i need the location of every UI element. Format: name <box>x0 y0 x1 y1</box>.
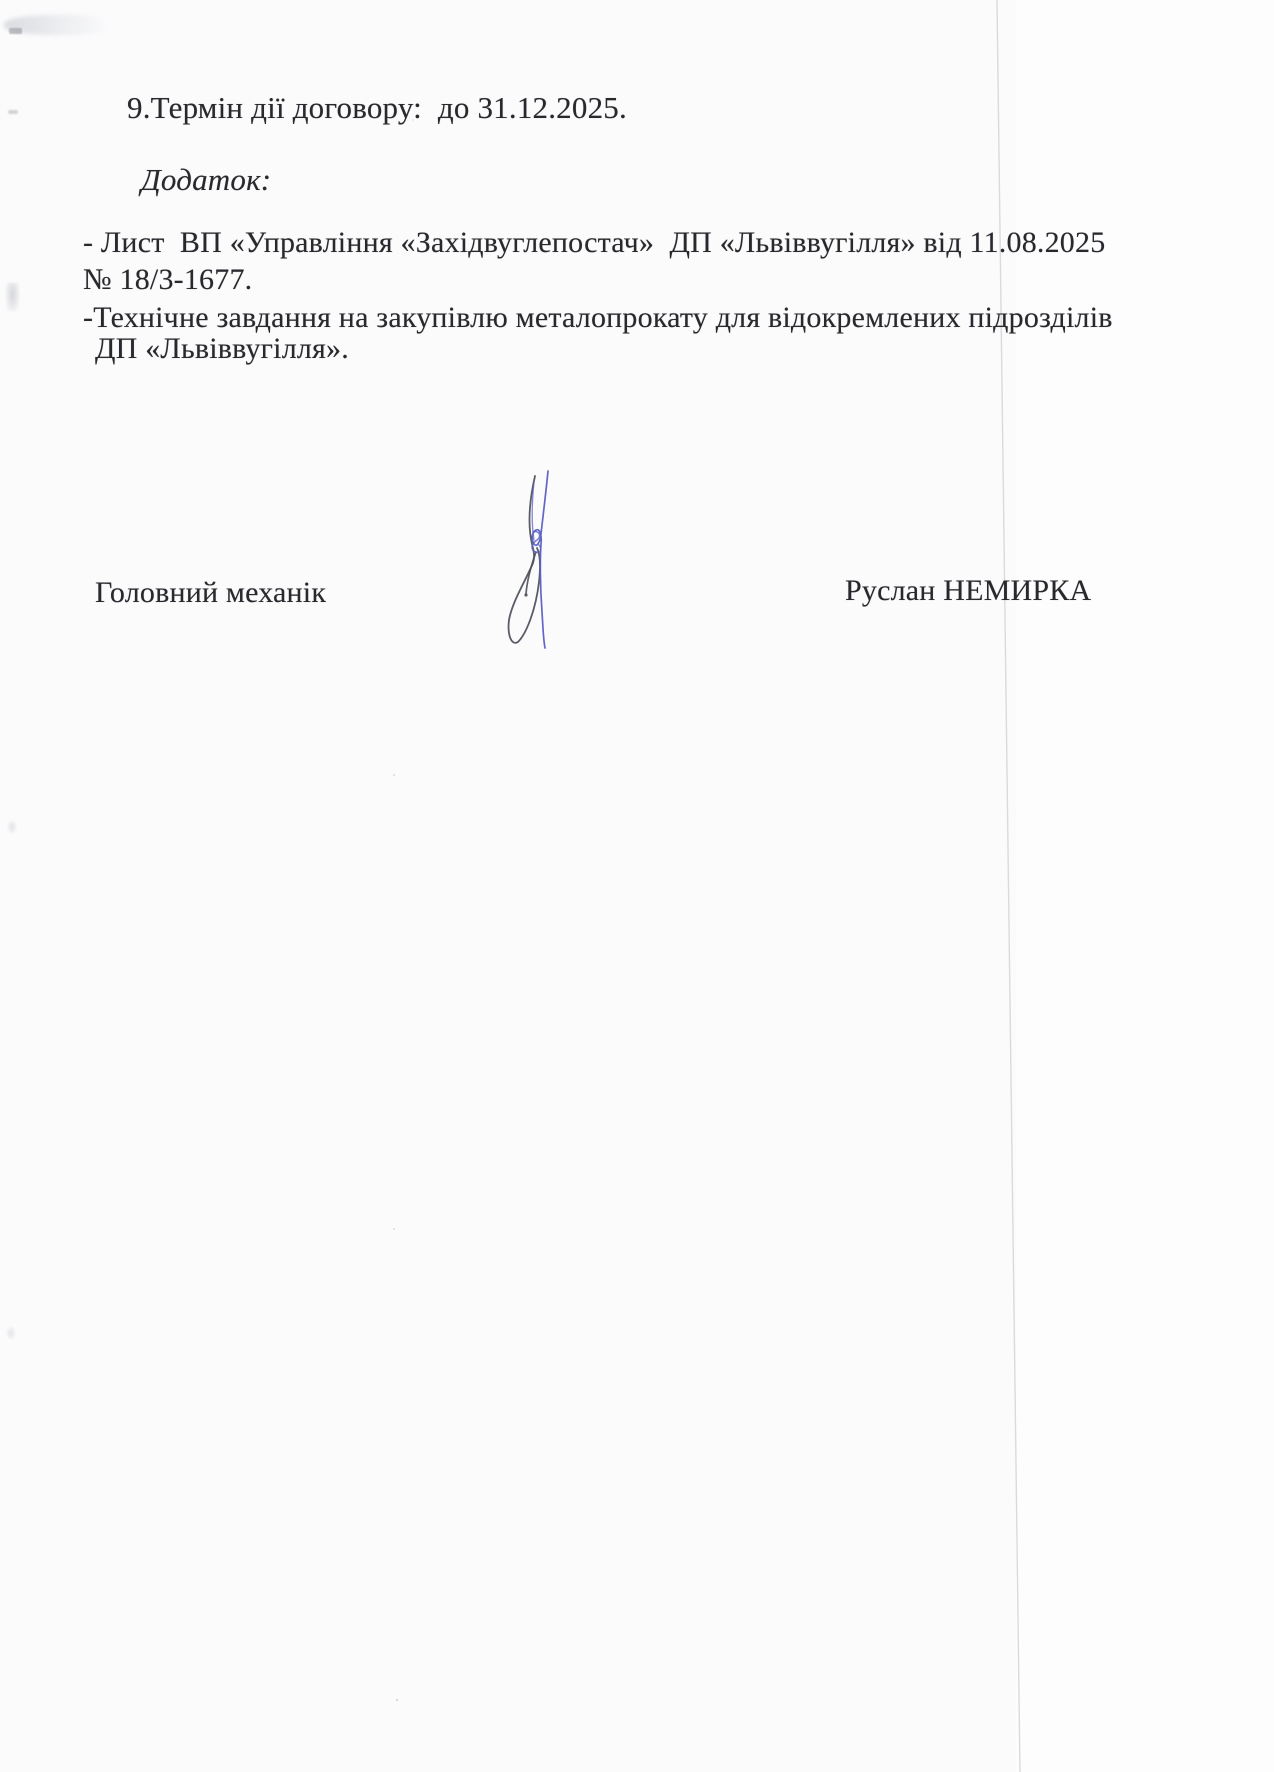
attachment-line: -Технічне завдання на закупівлю металопрокату для відокремлених підрозділів <box>83 301 1113 334</box>
attachment-line: - Лист ВП «Управління «Західвуглепостач» ДП «Львіввугілля» від 11.08.2025 <box>83 226 1106 259</box>
attachment-heading: Додаток: <box>141 162 272 197</box>
signatory-role: Головний механік <box>95 576 327 609</box>
attachment-line: № 18/3-1677. <box>83 263 253 296</box>
attachment-line: ДП «Львіввугілля». <box>95 332 349 365</box>
handwritten-signature <box>490 460 570 660</box>
signatory-name: Руслан НЕМИРКА <box>845 574 1092 607</box>
contract-term-line: 9.Термін дії договору: до 31.12.2025. <box>127 90 627 125</box>
